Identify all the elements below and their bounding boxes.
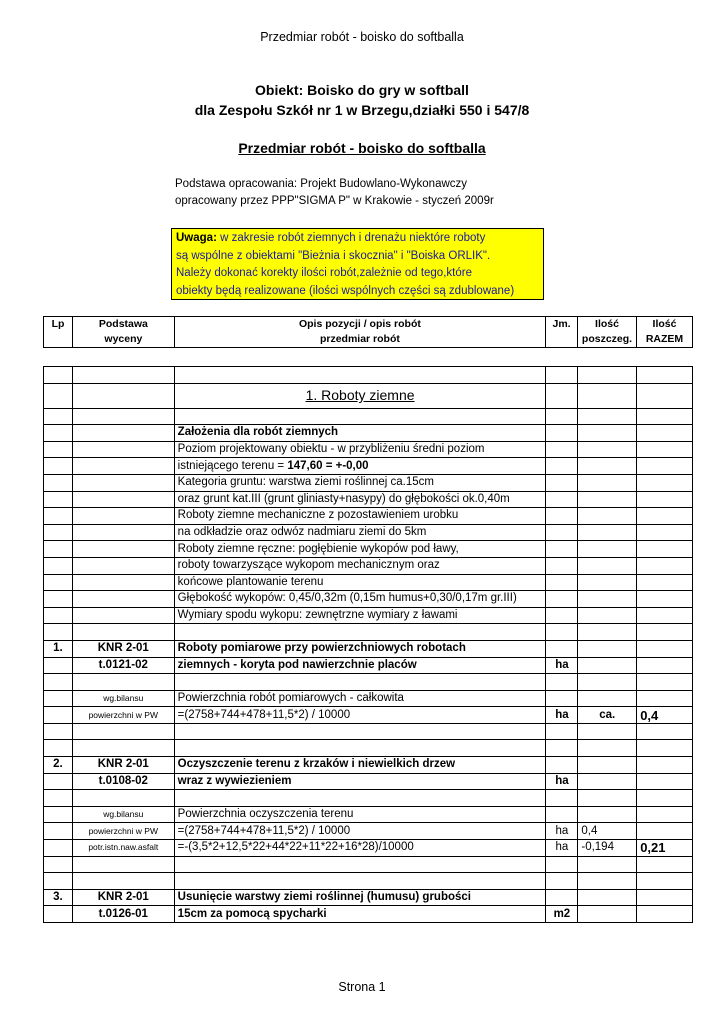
table-cell — [72, 740, 174, 757]
table-cell — [578, 383, 637, 408]
table-cell — [72, 491, 174, 508]
table-cell — [44, 823, 73, 840]
table-cell — [637, 690, 693, 707]
table-row — [44, 458, 693, 475]
table-cell — [637, 823, 693, 840]
table-cell — [546, 690, 578, 707]
table-cell — [72, 557, 174, 574]
table-cell — [578, 757, 637, 774]
item-knr: KNR 2-01 — [72, 757, 174, 774]
document-subtitle: Przedmiar robót - boisko do softballa — [238, 140, 486, 156]
item-desc: Usunięcie warstwy ziemi roślinnej (humusu) grubości — [174, 889, 546, 906]
table-row — [44, 624, 693, 641]
table-cell — [546, 491, 578, 508]
item-knr: KNR 2-01 — [72, 889, 174, 906]
table-cell — [637, 557, 693, 574]
calc-qty: -0,194 — [578, 840, 637, 857]
note-line3: Należy dokonać korekty ilości robót,zależnie od tego,które — [176, 267, 472, 279]
table-cell — [546, 524, 578, 541]
table-cell — [578, 624, 637, 641]
table-cell — [546, 591, 578, 608]
table-cell — [546, 367, 578, 384]
table-cell — [578, 607, 637, 624]
table-cell — [44, 806, 73, 823]
table-row — [44, 889, 693, 906]
table-cell — [637, 491, 693, 508]
col-ilosc: Ilość — [578, 317, 637, 333]
table-cell — [72, 508, 174, 525]
table-cell — [44, 906, 73, 923]
table-cell — [578, 491, 637, 508]
table-cell — [72, 524, 174, 541]
table-cell — [637, 474, 693, 491]
col-ilosc-2: poszczeg. — [578, 332, 637, 348]
table-cell — [44, 574, 73, 591]
assumption-line: Wymiary spodu wykopu: zewnętrzne wymiary z ławami — [174, 607, 546, 624]
table-cell — [44, 591, 73, 608]
table-cell — [72, 441, 174, 458]
table-cell — [637, 757, 693, 774]
assumption-line: Roboty ziemne mechaniczne z pozostawieniem urobku — [174, 508, 546, 525]
table-cell — [72, 873, 174, 890]
table-cell — [637, 889, 693, 906]
column-header — [43, 316, 693, 348]
table-cell — [546, 674, 578, 691]
item-desc: 15cm za pomocą spycharki — [174, 906, 546, 923]
table-cell — [44, 474, 73, 491]
table-cell — [637, 458, 693, 475]
table-row — [44, 508, 693, 525]
table-cell — [72, 458, 174, 475]
note-line2: są wspólne z obiektami "Bieżnia i skocznia" i "Boiska ORLIK". — [176, 249, 491, 262]
table-cell — [578, 740, 637, 757]
table-cell — [72, 474, 174, 491]
table-cell — [72, 367, 174, 384]
table-cell — [578, 674, 637, 691]
table-row — [44, 474, 693, 491]
table-row — [44, 823, 693, 840]
table-cell — [546, 790, 578, 807]
table-cell — [578, 425, 637, 442]
table-cell — [72, 607, 174, 624]
table-row — [44, 707, 693, 724]
table-cell — [578, 773, 637, 790]
note-label: Uwaga: — [176, 232, 217, 244]
calc-formula: =-(3,5*2+12,5*22+44*22+11*22+16*28)/10000 — [174, 840, 546, 857]
table-cell — [637, 790, 693, 807]
table-cell — [546, 541, 578, 558]
table-cell — [637, 723, 693, 740]
calc-qty: ca. — [578, 707, 637, 724]
table-row — [44, 557, 693, 574]
table-cell — [637, 607, 693, 624]
table-cell — [578, 657, 637, 674]
table-row — [44, 383, 693, 408]
table-cell — [72, 723, 174, 740]
table-cell — [637, 524, 693, 541]
table-row — [44, 524, 693, 541]
table-row — [44, 906, 693, 923]
table-cell — [578, 889, 637, 906]
table-cell — [637, 508, 693, 525]
calc-desc: Powierzchnia oczyszczenia terenu — [174, 806, 546, 823]
table-cell — [546, 873, 578, 890]
table-row — [44, 690, 693, 707]
table-cell — [637, 624, 693, 641]
table-cell — [44, 367, 73, 384]
note-line4: obiekty będą realizowane (ilości wspólnych części są zdublowane) — [176, 284, 515, 297]
table-cell — [546, 557, 578, 574]
table-cell — [44, 690, 73, 707]
table-cell — [578, 441, 637, 458]
item-desc: ziemnych - koryta pod nawierzchnie placów — [174, 657, 546, 674]
table-cell — [44, 840, 73, 857]
table-cell — [44, 740, 73, 757]
table-cell — [637, 367, 693, 384]
table-cell — [578, 873, 637, 890]
table-row — [44, 607, 693, 624]
calc-basis: wg.bilansu — [72, 806, 174, 823]
table-row — [44, 856, 693, 873]
table-row — [44, 640, 693, 657]
table-cell — [72, 624, 174, 641]
table-cell — [44, 856, 73, 873]
table-row — [44, 491, 693, 508]
table-cell — [546, 607, 578, 624]
col-jm: Jm. — [546, 317, 578, 333]
table-cell — [546, 740, 578, 757]
table-cell — [72, 790, 174, 807]
table-cell — [44, 873, 73, 890]
assumption-line: końcowe plantowanie terenu — [174, 574, 546, 591]
table-row — [44, 757, 693, 774]
col-podstawa: Podstawa — [72, 317, 174, 333]
assumptions-heading: Założenia dla robót ziemnych — [174, 425, 546, 442]
table-cell — [546, 723, 578, 740]
table-row — [44, 657, 693, 674]
table-cell — [637, 441, 693, 458]
col-razem: Ilość — [637, 317, 693, 333]
item-lp: 3. — [44, 889, 73, 906]
table-cell — [174, 674, 546, 691]
item-desc: wraz z wywiezieniem — [174, 773, 546, 790]
table-cell — [546, 640, 578, 657]
table-row — [44, 773, 693, 790]
table-cell — [578, 508, 637, 525]
table-cell — [637, 773, 693, 790]
table-row — [44, 367, 693, 384]
table-row — [44, 806, 693, 823]
col-podstawa-2: wyceny — [72, 332, 174, 348]
section-title: 1. Roboty ziemne — [174, 383, 546, 408]
calc-basis: powierzchni w PW — [72, 707, 174, 724]
table-cell — [546, 458, 578, 475]
basis-line1: Podstawa opracowania: Projekt Budowlano-Wykonawczy — [175, 178, 468, 190]
assumption-line: istniejącego terenu = 147,60 = +-0,00 — [174, 458, 546, 475]
table-cell — [44, 657, 73, 674]
assumption-line: Poziom projektowany obiektu - w przybliżeniu średni poziom — [174, 441, 546, 458]
calc-unit: ha — [546, 707, 578, 724]
assumption-line: Roboty ziemne ręczne: pogłębienie wykopów pod ławy, — [174, 541, 546, 558]
table-cell — [546, 508, 578, 525]
item-desc: Roboty pomiarowe przy powierzchniowych robotach — [174, 640, 546, 657]
assumption-line: roboty towarzyszące wykopom mechanicznym oraz — [174, 557, 546, 574]
table-cell — [637, 856, 693, 873]
table-cell — [637, 674, 693, 691]
item-unit: m2 — [546, 906, 578, 923]
table-cell — [546, 408, 578, 425]
calc-basis: potr.istn.naw.asfalt — [72, 840, 174, 857]
table-cell — [546, 383, 578, 408]
table-cell — [44, 491, 73, 508]
table-cell — [578, 557, 637, 574]
table-cell — [72, 408, 174, 425]
table-row — [44, 840, 693, 857]
item-unit: ha — [546, 657, 578, 674]
table-cell — [578, 856, 637, 873]
table-cell — [44, 541, 73, 558]
page-footer: Strona 1 — [338, 980, 386, 994]
table-cell — [44, 674, 73, 691]
item-code: t.0121-02 — [72, 657, 174, 674]
table-cell — [637, 425, 693, 442]
col-opis-2: przedmiar robót — [174, 332, 545, 348]
table-row — [44, 574, 693, 591]
table-cell — [44, 441, 73, 458]
table-cell — [546, 806, 578, 823]
table-cell — [637, 408, 693, 425]
table-cell — [174, 873, 546, 890]
table-row — [44, 541, 693, 558]
object-title: Obiekt: Boisko do gry w softball — [255, 82, 469, 98]
table-cell — [578, 574, 637, 591]
table-cell — [72, 383, 174, 408]
table-cell — [174, 790, 546, 807]
calc-unit: ha — [546, 840, 578, 857]
table-cell — [174, 367, 546, 384]
table-cell — [174, 723, 546, 740]
table-cell — [546, 474, 578, 491]
table-cell — [637, 873, 693, 890]
table-cell — [44, 723, 73, 740]
table-cell — [546, 624, 578, 641]
item-lp: 2. — [44, 757, 73, 774]
item-total: 0,21 — [637, 840, 693, 857]
table-cell — [578, 790, 637, 807]
table-row — [44, 408, 693, 425]
assumption-line: Głębokość wykopów: 0,45/0,32m (0,15m humus+0,30/0,17m gr.III) — [174, 591, 546, 608]
table-cell — [546, 856, 578, 873]
table-row — [44, 425, 693, 442]
table-cell — [44, 508, 73, 525]
calc-unit: ha — [546, 823, 578, 840]
table-cell — [578, 906, 637, 923]
table-cell — [44, 607, 73, 624]
object-title-line2: dla Zespołu Szkół nr 1 w Brzegu,działki 550 i 547/8 — [194, 102, 530, 118]
table-cell — [578, 591, 637, 608]
table-cell — [578, 367, 637, 384]
table-cell — [44, 524, 73, 541]
item-unit: ha — [546, 773, 578, 790]
table-cell — [637, 740, 693, 757]
table-cell — [578, 723, 637, 740]
table-cell — [578, 474, 637, 491]
item-lp: 1. — [44, 640, 73, 657]
estimate-table — [43, 366, 693, 923]
table-cell — [578, 640, 637, 657]
table-cell — [174, 740, 546, 757]
table-cell — [44, 425, 73, 442]
table-row — [44, 873, 693, 890]
table-cell — [72, 674, 174, 691]
table-cell — [44, 557, 73, 574]
note-line1: w zakresie robót ziemnych i drenażu niektóre roboty — [216, 232, 486, 244]
col-razem-2: RAZEM — [637, 332, 693, 348]
table-cell — [72, 591, 174, 608]
table-cell — [72, 856, 174, 873]
table-cell — [174, 624, 546, 641]
table-cell — [637, 657, 693, 674]
table-cell — [578, 408, 637, 425]
item-code: t.0108-02 — [72, 773, 174, 790]
table-cell — [637, 541, 693, 558]
table-cell — [546, 441, 578, 458]
table-row — [44, 740, 693, 757]
table-cell — [44, 458, 73, 475]
calc-qty: 0,4 — [578, 823, 637, 840]
table-cell — [44, 773, 73, 790]
assumption-line: na odkładzie oraz odwóz nadmiaru ziemi do 5km — [174, 524, 546, 541]
table-cell — [637, 591, 693, 608]
table-cell — [174, 408, 546, 425]
assumption-line: oraz grunt kat.III (grunt gliniasty+nasypy) do głębokości ok.0,40m — [174, 491, 546, 508]
table-cell — [578, 690, 637, 707]
table-cell — [174, 856, 546, 873]
table-cell — [637, 574, 693, 591]
col-opis: Opis pozycji / opis robót — [174, 317, 545, 333]
calc-formula: =(2758+744+478+11,5*2) / 10000 — [174, 823, 546, 840]
table-row — [44, 674, 693, 691]
table-cell — [44, 383, 73, 408]
table-row — [44, 790, 693, 807]
table-row — [44, 591, 693, 608]
level-value: 147,60 = +-0,00 — [287, 459, 369, 472]
table-cell — [578, 541, 637, 558]
table-cell — [44, 408, 73, 425]
item-desc: Oczyszczenie terenu z krzaków i niewielkich drzew — [174, 757, 546, 774]
table-cell — [546, 757, 578, 774]
table-cell — [44, 790, 73, 807]
assumption-line: Kategoria gruntu: warstwa ziemi roślinnej ca.15cm — [174, 474, 546, 491]
calc-basis: powierzchni w PW — [72, 823, 174, 840]
col-lp: Lp — [44, 317, 73, 333]
calc-desc: Powierzchnia robót pomiarowych - całkowita — [174, 690, 546, 707]
table-cell — [72, 541, 174, 558]
table-row — [44, 441, 693, 458]
table-row — [44, 723, 693, 740]
table-cell — [546, 574, 578, 591]
calc-formula: =(2758+744+478+11,5*2) / 10000 — [174, 707, 546, 724]
table-cell — [578, 524, 637, 541]
table-cell — [546, 889, 578, 906]
calc-basis: wg.bilansu — [72, 690, 174, 707]
table-cell — [578, 458, 637, 475]
item-knr: KNR 2-01 — [72, 640, 174, 657]
table-cell — [72, 425, 174, 442]
item-code: t.0126-01 — [72, 906, 174, 923]
basis-line2: opracowany przez PPP"SIGMA P" w Krakowie - styczeń 2009r — [175, 195, 494, 207]
table-cell — [637, 906, 693, 923]
item-total: 0,4 — [637, 707, 693, 724]
table-cell — [637, 806, 693, 823]
table-cell — [578, 806, 637, 823]
warning-note — [171, 228, 544, 300]
table-cell — [637, 640, 693, 657]
table-cell — [72, 574, 174, 591]
table-cell — [44, 624, 73, 641]
table-cell — [44, 707, 73, 724]
table-cell — [546, 425, 578, 442]
table-cell — [637, 383, 693, 408]
page-header: Przedmiar robót - boisko do softballa — [260, 30, 464, 44]
